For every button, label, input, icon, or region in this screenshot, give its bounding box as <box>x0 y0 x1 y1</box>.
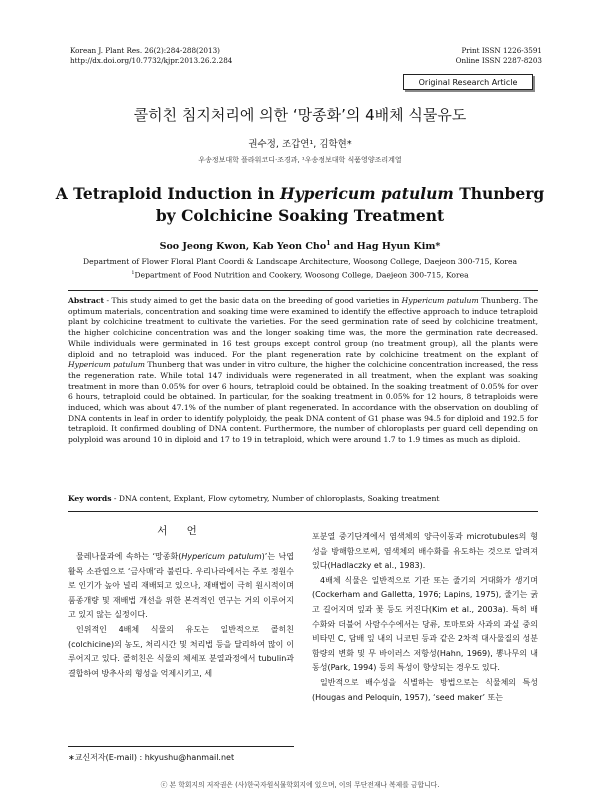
journal-citation: Korean J. Plant Res. 26(2):284-288(2013) <box>70 46 220 55</box>
affiliation-line1: Department of Flower Floral Plant Coordi & Landscape Architecture, Woosong College, Daejeon 300-715, Korea <box>83 257 517 266</box>
keywords-text: - DNA content, Explant, Flow cytometry, Number of chloroplasts, Soaking treatment <box>111 494 440 503</box>
english-title-part: A Tetraploid Induction in <box>55 184 281 203</box>
keywords-bottom-rule <box>68 511 538 512</box>
author-names: Soo Jeong Kwon, Kab Yeon Cho <box>159 241 327 253</box>
intro-right-column <box>312 530 538 705</box>
english-authors <box>0 240 600 252</box>
author-names-end: and Hag Hyun Kim* <box>330 241 441 253</box>
print-issn: Print ISSN 1226-3591 <box>461 46 542 55</box>
korean-affiliation: 우송정보대학 플라워코디·조경과, ¹우송정보대학 식품영양조리계열 <box>198 156 402 164</box>
paragraph: 일반적으로 배수성을 식별하는 방법으로는 식물체의 특성(Hougas and Peloquin, 1957), ‘seed maker’ 또는 <box>312 677 538 702</box>
affiliation-sup: 1 <box>131 269 135 276</box>
abstract-label: Abstract <box>68 296 105 305</box>
korean-authors: 권수정, 조갑연¹, 김학현* <box>248 139 352 150</box>
korean-title: 콜히친 침지처리에 의한 ‘망종화’의 4배체 식물유도 <box>133 106 467 124</box>
online-issn: Online ISSN 2287-8203 <box>455 56 542 65</box>
affiliation-text: Department of Food Nutrition and Cookery, Woosong College, Daejeon 300-715, Korea <box>134 270 469 280</box>
copyright-footer: ⓒ 본 학회지의 저작권은 (사)한국자원식물학회지에 있으며, 이의 무단전재나 복제를 금합니다. <box>160 781 440 789</box>
abstract-text: Thunberg. The optimum materials, concentration and soaking time were examined to identify the effective approach to induce tetraploid plant by colchicine treatment to cultivate the varieties. For the seed germination rate of seed by colchicine treatment, the higher colchicine concentration was and the longer soaking time was, the more the germination rate decreased. While individuals were germinated in 16 test groups except control group (no treatment group), all the plants were diploid and no tetraploid was induced. For the plant regeneration rate by colchicine treatment on the explant of <box>68 296 539 359</box>
english-title-species: Hypericum patulum <box>280 184 454 203</box>
keywords <box>68 494 538 503</box>
section-heading: 서 언 <box>157 525 205 537</box>
paragraph: 4배체 식물은 일반적으로 기관 또는 줄기의 거대화가 생기며(Cockerham and Galletta, 1976; Lapins, 1975), 줄기는 굵고 길어지며 잎과 꽃 등도 커진다(Kim et al., 2003a). 특히 배수화와 더불어 사람수수에서는 당류, 토마토와 사과의 과실 중의 비타민 C, 담배 잎 내의 니코틴 등과 같은 2차적 대사물질의 성분함량의 변화 및 무 바이러스 저항성(Hahn, 1969), 뽕나무의 내동성(Park, 1994) 등의 특성이 향상되는 경우도 있다. <box>312 575 538 673</box>
paragraph: 포분열 중기단계에서 염색체의 양극이동과 microtubules의 형성을 방해함으로써, 염색체의 배수화를 유도하는 것으로 알려져 있다(Hadlaczky et al., 1983). <box>312 532 538 571</box>
doi-link[interactable]: http://dx.doi.org/10.7732/kjpr.2013.26.2.284 <box>70 56 233 65</box>
author-sup: 1 <box>326 240 331 247</box>
affiliation-line2 <box>60 268 540 281</box>
running-header-left <box>70 46 232 66</box>
abstract-species: Hypericum patulum <box>68 360 145 370</box>
english-title-line2: by Colchicine Soaking Treatment <box>155 206 445 225</box>
running-header-right <box>456 46 542 66</box>
english-title-part: Thunberg <box>453 184 545 203</box>
abstract-top-rule <box>68 290 538 291</box>
abstract <box>68 296 538 446</box>
abstract-species: Hypericum patulum <box>401 296 479 305</box>
correspondence-rule <box>68 746 294 747</box>
paragraph: 인위적인 4배체 식물의 유도는 일반적으로 콜히친(colchicine)의 농도, 처리시간 및 처리법 등을 달리하여 많이 이루어지고 있다. 콜히친은 식물의 체세포 분열과정에서 tubulin과 결합하여 방추사의 형성을 억제시키고, 세 <box>68 624 294 678</box>
article-type-badge: Original Research Article <box>403 74 533 90</box>
english-affiliation <box>60 257 540 281</box>
english-title <box>0 183 600 227</box>
keywords-label: Key words <box>68 494 112 503</box>
abstract-text: - This study aimed to get the basic data on the breeding of good varieties in <box>104 296 402 305</box>
paragraph: 물레나물과에 속하는 ‘망종화(Hypericum patulum)’는 낙엽활목 소관엽으로 ‘금사매’라 불린다. 우리나라에서는 주로 정원수로 인기가 높아 널리 재배되고 있으나, 재배법이 극히 원시적이며 품종개량 및 재배법 개선을 위한 본격적인 연구는 거의 이루어지고 있지 않는 실정이다. <box>68 552 294 620</box>
correspondence-email[interactable]: ∗교신저자(E-mail) : hkyushu@hanmail.net <box>68 753 235 762</box>
intro-left-column <box>68 524 294 681</box>
abstract-text: Thunberg that was under in vitro culture, the higher the colchicine concentration increased, the ress the regeneration rate. While total 147 individuals were regenerated in all treatment, when the explant was soaking treatment in more than 0.05% for over 6 hours, tetraploid could be obtained. In the soaking treatment of 0.05% for over 6 hours, tetraploid could be obtained. In particular, for the soaking treatment in 0.05% for 12 hours, 8 tetraploids were induced, which was about 47.1% of the number of plant regenerated. In accordance with the observation on doubling of DNA contents in leaf in order to identify polyploidy, the peak DNA content of G1 phase was 94.5 for diploid and 192.5 for tetraploid. It confirmed doubling of DNA content. Furthermore, the number of chloroplasts per guard cell depending on polyploid was around 10 in diploid and 17 to 19 in tetraploid, which were around 1.7 to 1.9 times as much as diploid. <box>68 360 538 445</box>
